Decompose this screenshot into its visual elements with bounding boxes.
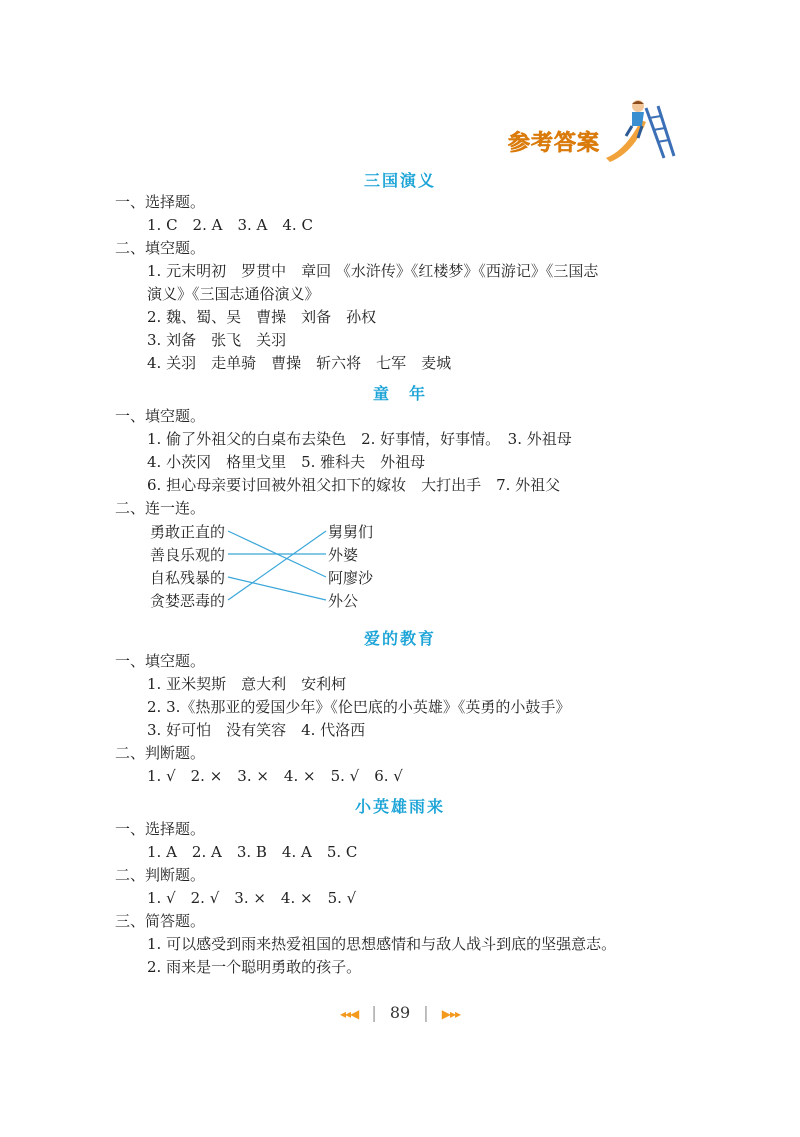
- answer-line: 4. 小茨冈 格里戈里 5. 雅科夫 外祖母: [147, 453, 426, 471]
- answer-line: 6. 担心母亲要讨回被外祖父扣下的嫁妆 大打出手 7. 外祖父: [147, 476, 561, 494]
- answer-line: 2. 3.《热那亚的爱国少年》《伦巴底的小英雄》《英勇的小鼓手》: [147, 698, 571, 716]
- section-title: 童 年: [372, 384, 427, 403]
- question-heading: 一、选择题。: [115, 820, 206, 838]
- match-line: [228, 577, 326, 600]
- divider: |: [371, 1003, 377, 1022]
- match-left-item: 贪婪恶毒的: [150, 592, 226, 610]
- next-arrows-icon: ▶▸▸: [441, 1007, 461, 1021]
- section-title: 三国演义: [363, 171, 436, 190]
- question-heading: 一、选择题。: [115, 193, 206, 211]
- answer-line: 演义》《三国志通俗演义》: [147, 285, 320, 303]
- match-right-item: 舅舅们: [328, 523, 374, 541]
- answer-line: 1. A 2. A 3. B 4. A 5. C: [147, 843, 358, 861]
- question-heading: 三、简答题。: [115, 912, 206, 930]
- question-heading: 一、填空题。: [115, 652, 206, 670]
- answer-line: 2. 雨来是一个聪明勇敢的孩子。: [147, 958, 362, 976]
- match-left-item: 自私残暴的: [150, 569, 226, 587]
- answer-line: 1. √ 2. × 3. × 4. × 5. √ 6. √: [147, 767, 403, 785]
- answer-line: 2. 魏、蜀、吴 曹操 刘备 孙权: [147, 308, 377, 326]
- answer-line: 1. √ 2. √ 3. × 4. × 5. √: [147, 889, 357, 907]
- answer-line: 1. 元末明初 罗贯中 章回 《水浒传》《红楼梦》《西游记》《三国志: [147, 262, 599, 280]
- match-right-item: 外婆: [328, 546, 359, 564]
- page-footer: [0, 1003, 800, 1022]
- match-left-item: 善良乐观的: [150, 546, 226, 564]
- prev-arrows-icon: ◂◂◀: [339, 1007, 359, 1021]
- answer-line: 1. 亚米契斯 意大利 安利柯: [147, 675, 347, 693]
- question-heading: 二、连一连。: [115, 499, 206, 517]
- answer-line: 3. 好可怕 没有笑容 4. 代洛西: [147, 721, 366, 739]
- divider: |: [423, 1003, 429, 1022]
- page-number: 89: [389, 1003, 411, 1022]
- answer-line: 4. 关羽 走单骑 曹操 斩六将 七军 麦城: [147, 354, 452, 372]
- question-heading: 二、判断题。: [115, 744, 206, 762]
- section-title: 小英雄雨来: [354, 797, 445, 816]
- section-title: 爱的教育: [363, 629, 436, 648]
- match-line: [228, 531, 326, 600]
- answer-line: 1. C 2. A 3. A 4. C: [147, 216, 313, 234]
- match-right-item: 外公: [328, 592, 359, 610]
- match-left-item: 勇敢正直的: [150, 523, 226, 541]
- question-heading: 二、填空题。: [115, 239, 206, 257]
- question-heading: 一、填空题。: [115, 407, 206, 425]
- question-heading: 二、判断题。: [115, 866, 206, 884]
- match-right-item: 阿廖沙: [328, 569, 374, 587]
- answer-line: 1. 可以感受到雨来热爱祖国的思想感情和与敌人战斗到底的坚强意志。: [147, 935, 617, 953]
- answer-line: 1. 偷了外祖父的白桌布去染色 2. 好事情，好事情。 3. 外祖母: [147, 430, 572, 448]
- answer-line: 3. 刘备 张飞 关羽: [147, 331, 287, 349]
- answer-key-title: 参考答案: [508, 131, 601, 156]
